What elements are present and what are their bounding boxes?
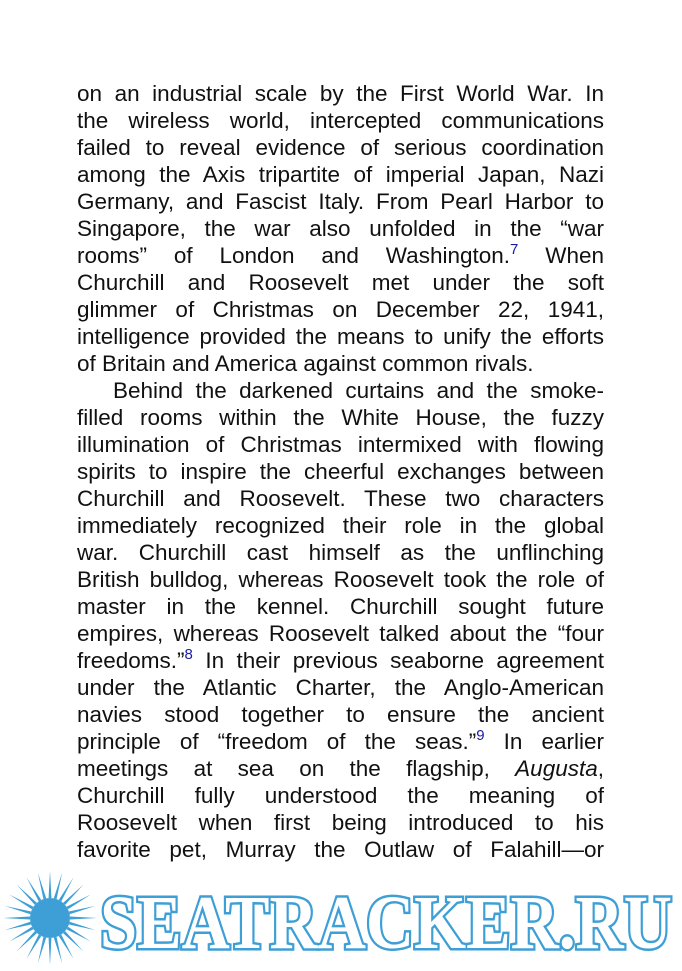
sun-ray bbox=[3, 917, 30, 920]
sun-ray bbox=[5, 906, 32, 914]
sun-ray bbox=[54, 873, 62, 900]
text-line: war. Churchill cast himself as the unflinching bbox=[77, 540, 604, 565]
text-line bbox=[77, 728, 604, 755]
text-line: among the Axis tripartite of imperial Japan, Nazi bbox=[77, 162, 604, 187]
text-segment: meetings at sea on the flagship, bbox=[77, 756, 490, 781]
text-line: Behind the darkened curtains and the smoke- bbox=[113, 378, 604, 403]
text-segment: , bbox=[597, 756, 604, 781]
sun-ray bbox=[49, 938, 52, 965]
text-line bbox=[77, 647, 604, 674]
text-line: Churchill and Roosevelt met under the soft bbox=[77, 270, 604, 295]
sun-ray bbox=[63, 931, 83, 951]
sun-ray bbox=[17, 885, 37, 905]
text-line: under the Atlantic Charter, the Anglo-American bbox=[77, 675, 604, 700]
text-line: of Britain and America against common rivals. bbox=[77, 351, 534, 376]
text-segment: principle of “freedom of the seas.” bbox=[77, 729, 477, 754]
sun-ray bbox=[5, 922, 32, 930]
text-line bbox=[77, 755, 604, 782]
sun-ray bbox=[63, 885, 83, 905]
text-segment: In their previous seaborne agreement bbox=[192, 648, 604, 673]
sun-ray bbox=[49, 871, 52, 898]
footnote-7-link[interactable]: 7 bbox=[510, 241, 519, 258]
sun-ray bbox=[17, 931, 37, 951]
sun-ray bbox=[69, 922, 96, 930]
sun-icon bbox=[3, 871, 97, 965]
text-line: intelligence provided the means to unify the efforts bbox=[77, 324, 604, 349]
watermark bbox=[0, 866, 682, 971]
sun-ray bbox=[69, 906, 96, 914]
text-line: filled rooms within the White House, the fuzzy bbox=[77, 405, 604, 430]
sun-ray bbox=[70, 917, 97, 920]
text-line: Roosevelt when first being introduced to his bbox=[77, 810, 604, 835]
text-line: British bulldog, whereas Roosevelt took the role of bbox=[77, 567, 604, 592]
text-line: failed to reveal evidence of serious coordination bbox=[77, 135, 604, 160]
text-segment: freedoms.” bbox=[77, 648, 185, 673]
text-segment: When bbox=[518, 243, 604, 268]
footnote-9-link[interactable]: 9 bbox=[476, 727, 485, 744]
text-line: the wireless world, intercepted communications bbox=[77, 108, 604, 133]
text-line: favorite pet, Murray the Outlaw of Falahill—or bbox=[77, 837, 604, 862]
text-line: master in the kennel. Churchill sought future bbox=[77, 594, 604, 619]
paragraph-2 bbox=[77, 377, 604, 863]
text-line: immediately recognized their role in the global bbox=[77, 513, 604, 538]
sun-ray bbox=[38, 937, 46, 964]
text-line: on an industrial scale by the First World War. In bbox=[77, 81, 604, 106]
watermark-text: SEATRACKER.RU bbox=[100, 881, 672, 965]
text-line: navies stood together to ensure the ancient bbox=[77, 702, 604, 727]
sun-ray bbox=[38, 873, 46, 900]
text-line: Churchill and Roosevelt. These two characters bbox=[77, 486, 604, 511]
paragraph-1 bbox=[77, 80, 604, 377]
text-line: glimmer of Christmas on December 22, 1941, bbox=[77, 297, 604, 322]
text-segment: In earlier bbox=[484, 729, 604, 754]
text-line bbox=[77, 242, 604, 269]
footnote-8-link[interactable]: 8 bbox=[184, 646, 193, 663]
text-line: empires, whereas Roosevelt talked about the “four bbox=[77, 621, 604, 646]
text-line: spirits to inspire the cheerful exchanges between bbox=[77, 459, 604, 484]
sun-core bbox=[30, 898, 70, 938]
text-line: Churchill fully understood the meaning of bbox=[77, 783, 604, 808]
text-line: Singapore, the war also unfolded in the “war bbox=[77, 216, 604, 241]
book-page-text bbox=[77, 80, 604, 863]
text-line: Germany, and Fascist Italy. From Pearl Harbor to bbox=[77, 189, 604, 214]
text-line: illumination of Christmas intermixed with flowing bbox=[77, 432, 604, 457]
ship-name: Augusta bbox=[515, 756, 598, 781]
text-segment: rooms” of London and Washington. bbox=[77, 243, 511, 268]
sun-ray bbox=[54, 937, 62, 964]
